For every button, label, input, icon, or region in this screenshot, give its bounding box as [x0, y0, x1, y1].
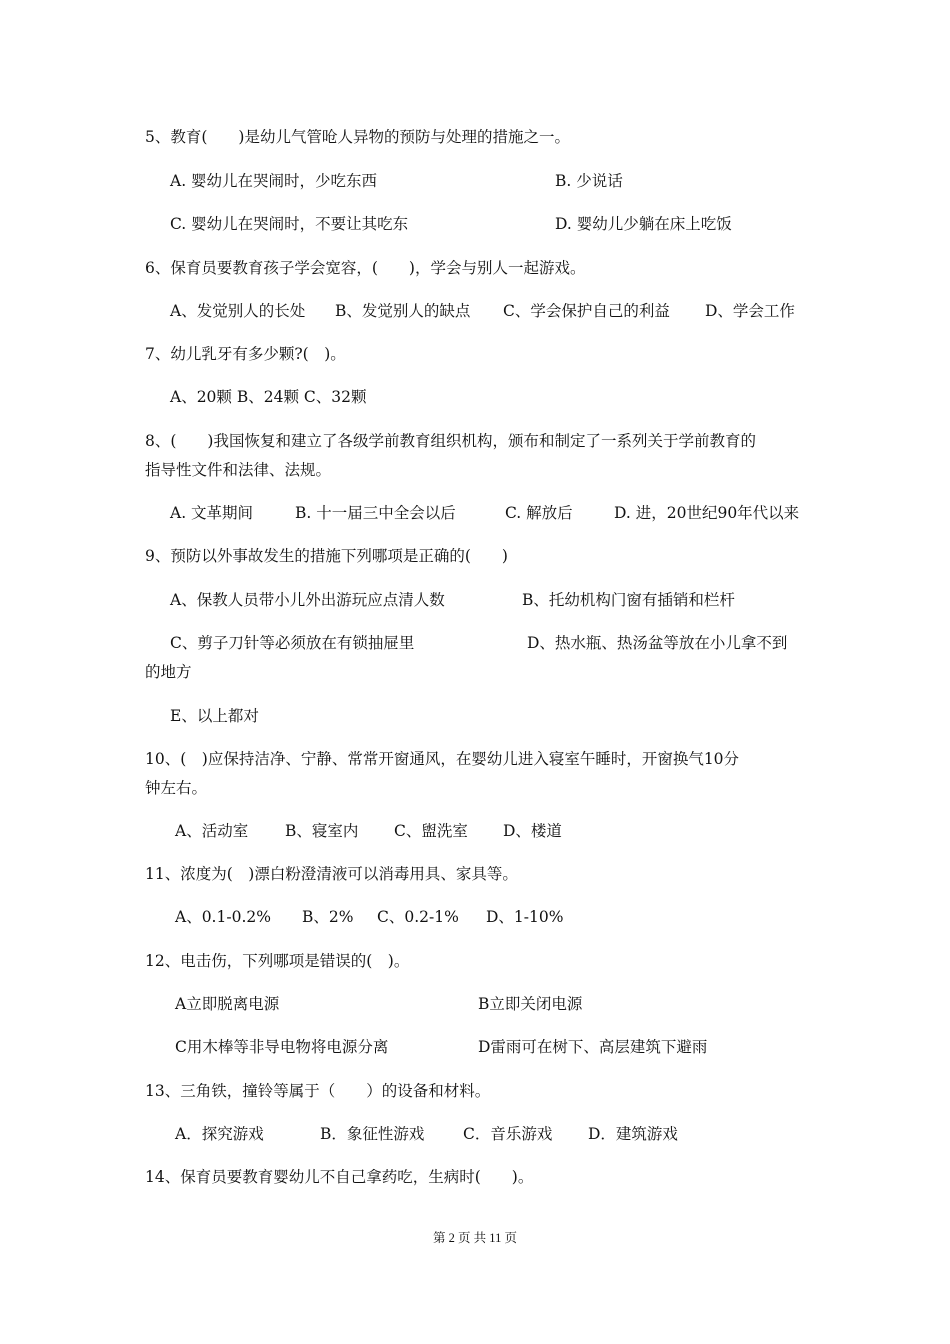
q12-option-b: B立即关闭电源: [478, 995, 583, 1013]
q8-stem-line1: 8、( )我国恢复和建立了各级学前教育组织机构，颁布和制定了一系列关于学前教育的: [145, 432, 756, 450]
q10-option-a: A、活动室: [175, 822, 249, 840]
q9-option-a: A、保教人员带小儿外出游玩应点清人数: [170, 591, 445, 609]
q6-stem: 6、保育员要教育孩子学会宽容，( )，学会与别人一起游戏。: [145, 259, 586, 277]
q6-option-c: C、学会保护自己的利益: [503, 302, 670, 320]
q9-stem: 9、预防以外事故发生的措施下列哪项是正确的( ): [145, 547, 508, 565]
q7-options: A、20颗 B、24颗 C、32颗: [170, 388, 367, 406]
q8-option-d: D. 进，20世纪90年代以来: [614, 504, 800, 522]
q8-option-b: B. 十一届三中全会以后: [295, 504, 456, 522]
q11-stem: 11、浓度为( )漂白粉澄清液可以消毒用具、家具等。: [145, 865, 518, 883]
q6-option-b: B、发觉别人的缺点: [335, 302, 471, 320]
q5-option-a: A. 婴幼儿在哭闹时，少吃东西: [170, 172, 378, 190]
q12-option-a: A立即脱离电源: [175, 995, 280, 1013]
q5-option-d: D. 婴幼儿少躺在床上吃饭: [555, 215, 732, 233]
q11-option-a: A、0.1-0.2%: [175, 908, 271, 926]
q12-option-c: C用木棒等非导电物将电源分离: [175, 1038, 389, 1056]
q14-stem: 14、保育员要教育婴幼儿不自己拿药吃，生病时( )。: [145, 1168, 534, 1186]
q9-option-c: C、剪子刀针等必须放在有锁抽屉里: [170, 634, 415, 652]
q5-stem: 5、教育( )是幼儿气管呛人异物的预防与处理的措施之一。: [145, 128, 570, 146]
q10-option-b: B、寝室内: [285, 822, 359, 840]
q9-option-b: B、托幼机构门窗有插销和栏杆: [522, 591, 735, 609]
q13-option-b: B．象征性游戏: [320, 1125, 425, 1143]
q10-stem-line2: 钟左右。: [145, 779, 208, 797]
q8-stem-line2: 指导性文件和法律、法规。: [145, 461, 332, 479]
q5-option-b: B. 少说话: [555, 172, 623, 190]
q6-option-d: D、学会工作: [705, 302, 795, 320]
q11-option-c: C、0.2-1%: [377, 908, 459, 926]
q8-option-c: C. 解放后: [505, 504, 573, 522]
q7-stem: 7、幼儿乳牙有多少颗?( )。: [145, 345, 346, 363]
q6-option-a: A、发觉别人的长处: [170, 302, 306, 320]
page-number-footer: 第 2 页 共 11 页: [433, 1231, 517, 1245]
q5-option-c: C. 婴幼儿在哭闹时，不要让其吃东: [170, 215, 409, 233]
q13-option-d: D．建筑游戏: [588, 1125, 678, 1143]
q11-option-d: D、1-10%: [486, 908, 564, 926]
q10-stem-line1: 10、( )应保持洁净、宁静、常常开窗通风，在婴幼儿进入寝室午睡时，开窗换气10分: [145, 750, 740, 768]
q11-option-b: B、2%: [302, 908, 354, 926]
q9-option-e: E、以上都对: [170, 707, 259, 725]
q10-option-d: D、楼道: [503, 822, 562, 840]
q9-option-d: D、热水瓶、热汤盆等放在小儿拿不到: [527, 634, 788, 652]
q12-option-d: D雷雨可在树下、高层建筑下避雨: [478, 1038, 708, 1056]
q13-option-c: C．音乐游戏: [463, 1125, 553, 1143]
q12-stem: 12、电击伤，下列哪项是错误的( )。: [145, 952, 410, 970]
q8-option-a: A. 文革期间: [170, 504, 254, 522]
q9-option-d-continued: 的地方: [145, 663, 192, 681]
q10-option-c: C、盥洗室: [394, 822, 468, 840]
q13-stem: 13、三角铁，撞铃等属于（ ）的设备和材料。: [145, 1082, 491, 1100]
q13-option-a: A．探究游戏: [175, 1125, 264, 1143]
